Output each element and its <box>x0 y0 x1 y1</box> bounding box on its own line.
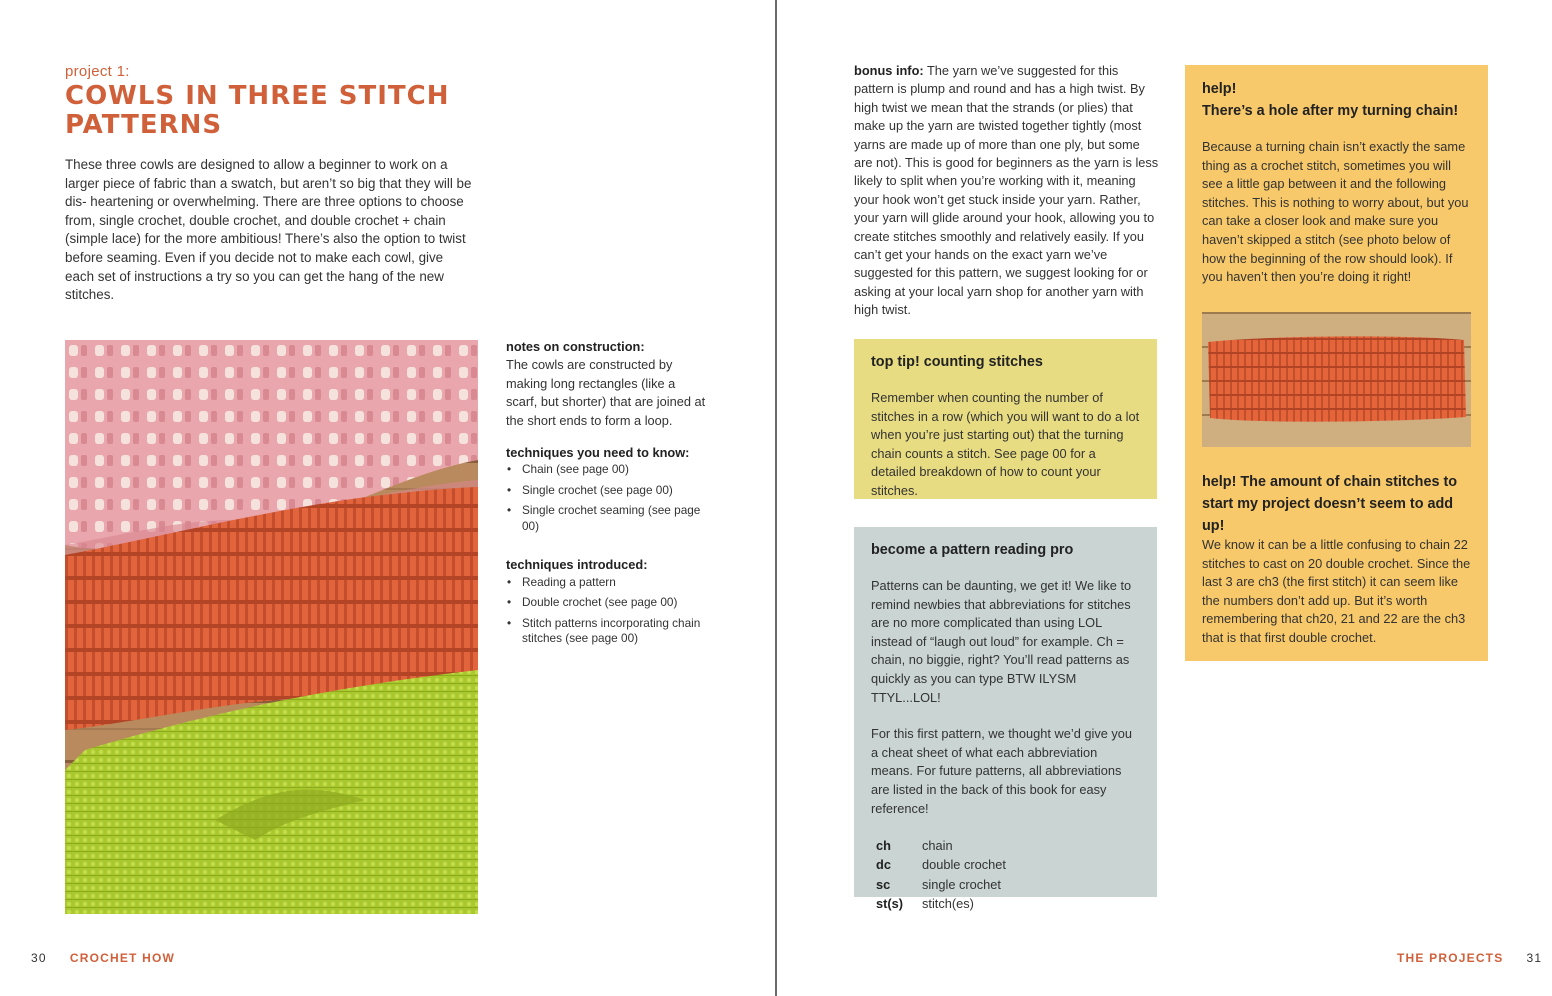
list-item: • Chain (see page 00) <box>506 462 706 478</box>
pattern-pro-box <box>854 527 1157 911</box>
abbreviation-row <box>871 836 1140 855</box>
bonus-text: The yarn we’ve suggested for this pattern is plump and round and has a high twist. By high twist we mean that the strands (or plies) that make up the yarn are twisted together tightly (most yarns are made up of more than one ply, but some are not). This is good for beginners as the yarn is less likely to split when you’re working with it, meaning your hook won’t get stuck inside your yarn. Rather, your yarn will glide around your hook, allowing you to create stitches smoothly and relatively easily. If you can’t get your hands on the exact yarn we’ve suggested for this pattern, we suggest looking for or asking at your local yarn shop for another yarn with high twist. <box>854 63 1159 318</box>
abbreviation: ch <box>876 838 891 854</box>
abbreviation-row <box>871 894 1140 913</box>
notes-heading: notes on construction: <box>506 339 645 354</box>
page-title: COWLS IN THREE STITCH PATTERNS <box>65 81 450 140</box>
introduced-heading: techniques introduced: <box>506 557 648 573</box>
project-kicker: project 1: <box>65 63 130 80</box>
bonus-label: bonus info: <box>854 63 924 78</box>
orange-cowl-photo <box>1202 312 1471 447</box>
list-item: • Stitch patterns incorporating chain stitches (see page 00) <box>506 616 706 647</box>
page-number: 30 <box>31 951 47 965</box>
notes-column <box>506 338 706 652</box>
abbreviation-meaning: single crochet <box>922 876 1001 892</box>
pattern-pro-text-2: For this first pattern, we thought we’d give you a cheat sheet of what each abbreviation means. For future patterns, all abbreviations are listed in the back of this book for easy reference! <box>871 726 1133 816</box>
cowls-photo <box>65 340 478 914</box>
abbreviation-table <box>871 836 1140 913</box>
introduced-section <box>506 556 706 646</box>
abbreviation-row <box>871 855 1140 874</box>
pattern-pro-title: become a pattern reading pro <box>871 542 1074 558</box>
left-folio <box>31 951 175 965</box>
pattern-pro-text: Patterns can be daunting, we get it! We like to remind newbies that abbreviations for stitches are no more complicated than using LOL instead of “laugh out loud” for example. Ch = chain, no biggie, right? You’ll read patterns as quickly as you can type BTW ILYSM TTYL...LOL! <box>871 578 1132 705</box>
top-tip-box <box>854 339 1157 499</box>
right-folio <box>1397 951 1542 965</box>
running-head: CROCHET HOW <box>69 951 176 965</box>
intro-paragraph: These three cowls are designed to allow a beginner to work on a larger piece of fabric than a swatch, but aren’t so big that they will be dis- heartening or overwhelming. There are three options to choose from, single crochet, double crochet, and double crochet + chain (simple lace) for the more ambitious! There’s also the option to twist before seaming. Even if you decide not to make each cowl, give each set of instructions a try so you can get the hang of the new stitches. <box>65 157 472 303</box>
top-tip-text: Remember when counting the number of stitches in a row (which you will want to do a lot when you’re just starting out) that the turning chain counts a stitch. See page 00 for a detailed breakdown of how to count your stitches. <box>871 390 1140 498</box>
page-number: 31 <box>1526 951 1543 965</box>
help-text-2: We know it can be a little confusing to chain 22 stitches to cast on 20 double crochet. Since the last 3 are ch3 (the first stitch) it can seem like the numbers don’t add up. But it’s worth remembering that ch20, 21 and 22 are the ch3 that is that first double crochet. <box>1202 537 1471 645</box>
help-title-line2: There’s a hole after my turning chain! <box>1202 103 1459 119</box>
list-item: • Double crochet (see page 00) <box>506 595 706 611</box>
top-tip-title: top tip! counting stitches <box>871 354 1043 370</box>
abbreviation: st(s) <box>876 895 904 911</box>
right-page <box>777 0 1552 996</box>
list-item: • Reading a pattern <box>506 575 706 591</box>
introduced-list <box>506 575 706 647</box>
help-text: Because a turning chain isn’t exactly the same thing as a crochet stitch, sometimes you will see a little gap between it and the following stitches. This is nothing to worry about, but you can take a closer look and make sure you haven’t skipped a stitch (see photo below of how the beginning of the row should look). If you haven’t then you’re doing it right! <box>1202 139 1469 285</box>
abbreviation: dc <box>876 857 891 873</box>
notes-text: The cowls are constructed by making long rectangles (like a scarf, but shorter) that are joined at the short ends to form a loop. <box>506 357 706 428</box>
list-item: • Single crochet (see page 00) <box>506 483 706 499</box>
abbreviation-meaning: chain <box>922 838 953 854</box>
help-box <box>1185 65 1488 661</box>
techniques-heading: techniques you need to know: <box>506 445 690 461</box>
help-title-2: help! The amount of chain stitches to start my project doesn’t seem to add up! <box>1202 474 1458 534</box>
running-head: THE PROJECTS <box>1397 951 1504 965</box>
abbreviation: sc <box>876 876 891 892</box>
abbreviation-row <box>871 875 1140 894</box>
help-title-line1: help! <box>1202 81 1237 97</box>
abbreviation-meaning: stitch(es) <box>922 895 974 911</box>
techniques-section <box>506 444 706 534</box>
abbreviation-meaning: double crochet <box>922 857 1006 873</box>
techniques-list <box>506 462 706 534</box>
bonus-info <box>854 62 1160 320</box>
list-item: • Single crochet seaming (see page 00) <box>506 503 706 534</box>
